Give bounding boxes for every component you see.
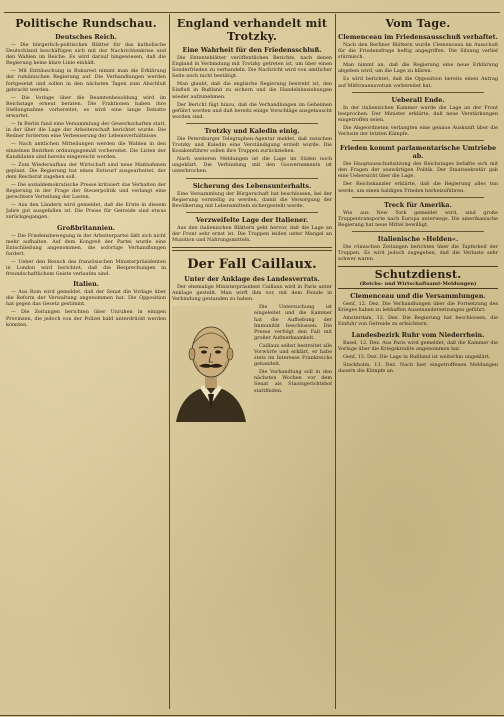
column-rule-1 <box>169 14 170 709</box>
separator <box>352 140 484 141</box>
england-trotzky-heading: England verhandelt mit Trotzky. <box>176 17 328 43</box>
article-paragraph: Nach weiteren Meldungen ist die Lage im Süden noch ungeklärt. Die Verbindung mit den Gouvernements ist unterbrochen. <box>172 156 332 175</box>
article-paragraph: — Die Friedensbewegung in der Arbeiterpartei läßt sich nicht mehr aufhalten. Auf dem Kongreß der Partei wurde eine Entschließung angenommen, die sofortige Verhandlungen fordert. <box>6 232 166 257</box>
parliament-heading: Frieden kommt parlamentarische Umtriebe ab. <box>339 144 497 161</box>
everywhere-end-heading: Ueberall Ende. <box>391 95 445 104</box>
article-paragraph: — Aus Rom wird gemeldet, daß der Senat die Vorlage über die Reform der Verwaltung angenommen hat. Die Opposition hat gegen das Gesetz gestimmt. <box>6 289 166 308</box>
article-paragraph: Eine Versammlung der Bürgerschaft hat beschlossen, bei der Regierung vorstellig zu werden, damit die Versorgung der Bevölkerung mit Lebensmitteln sichergestellt werde. <box>172 190 332 209</box>
article-paragraph: — Zum Wiederaufbau der Wirtschaft sind neue Maßnahmen geplant. Die Regierung hat einen Entwurf ausgearbeitet, der dem Reichsrat zugehen soll. <box>6 161 166 180</box>
article-paragraph: Stockholm, 13. Dez. Nach hier eingetroffenen Meldungen dauern die Kämpfe an. <box>338 361 498 374</box>
protection-service-subheading: (Reichs- und Wirtschaftsamt-Meldungen) <box>359 281 477 288</box>
italians-heading: Verzweifelte Lage der Italiener. <box>195 215 309 224</box>
article-paragraph: In der italienischen Kammer wurde die Lage an der Front besprochen. Der Minister erklärte, daß neue Verstärkungen eingetroffen seien. <box>338 104 498 123</box>
article-paragraph: Die Hauptausschußsitzung des Reichstages befaßte sich mit den Fragen der auswärtigen Politik. Der Staatssekretär gab eine Uebersicht über die Lage. <box>338 161 498 180</box>
separator <box>186 178 318 179</box>
article-paragraph: Man nimmt an, daß die Regierung eine neue Erklärung abgeben wird, um die Lage zu klären. <box>338 62 498 75</box>
trotzky-kaledin-heading: Trotzky und Kaledin einig. <box>204 126 300 135</box>
from-the-day-heading: Vom Tage. <box>385 17 451 30</box>
livelihood-heading: Sicherung des Lebensunterhalts. <box>192 181 312 190</box>
article-paragraph: — Ueber den Besuch des französischen Ministerpräsidenten in London wird berichtet, daß die Besprechungen in freundschaftlichem Geiste verlaufen sind. <box>6 258 166 278</box>
article-paragraph: — Die Vorlage über die Beamtenbesoldung wird im Reichstage erneut beraten. Die Fraktionen haben ihre Stellungnahme vorbereitet; es wird eine lange Debatte erwartet. <box>6 94 166 120</box>
double-separator <box>172 247 332 251</box>
article-paragraph: Nach den Berliner Blättern wurde Clemenceau im Ausschuß für die Friedensfrage heftig angegriffen. Die Sitzung verlief stürmisch. <box>338 42 498 61</box>
article-paragraph: Die Petersburger Telegraphen-Agentur meldet, daß zwischen Trotzky und Kaledin eine Verständigung erzielt wurde. Die Kosakenführer sollen ihre Truppen zurückziehen. <box>172 135 332 155</box>
protection-service-heading: Schutzdienst. <box>374 268 462 282</box>
top-rule <box>4 12 500 13</box>
article-paragraph: Man glaubt, daß die englische Regierung bestrebt ist, den Einfluß in Rußland zu sichern und die Handelsbeziehungen wieder aufzunehmen. <box>172 81 332 100</box>
america-heading: Treck für Amerika. <box>384 200 452 209</box>
bottom-rule <box>0 715 504 716</box>
separator <box>352 231 484 232</box>
article-paragraph: Aus den italienischen Blättern geht hervor, daß die Lage an der Front sehr ernst ist. Die Truppen leiden unter Mangel an Munition und Nahrungsmitteln. <box>172 224 332 243</box>
article-paragraph: Die Ententeblätter veröffentlichen Berichte, nach denen England in Verbindung mit Trotzky getreten ist, um über einen Sonderfrieden zu verhandeln. Die Nachricht wird von amtlicher Seite noch nicht bestätigt. <box>172 55 332 80</box>
italy-heading: Italien. <box>73 280 99 289</box>
article-paragraph: Genf, 13. Dez. Die Lage in Rußland ist weiterhin ungeklärt. <box>343 353 491 360</box>
italian-heroes-heading: Italienische »Helden«. <box>377 234 459 243</box>
article-paragraph: Die Abgeordneten verlangten eine genaue Auskunft über die Verluste der letzten Kämpfe. <box>338 124 498 138</box>
article-paragraph: — In Berlin fand eine Versammlung der Gewerkschaften statt, in der über die Lage der Arbeiterschaft berichtet wurde. Die Redner forderten eine Verbesserung der Lebensverhältnisse. <box>6 121 166 140</box>
article-paragraph: — Die sozialdemokratische Presse kritisiert das Verhalten der Regierung in der Frage der Steuerpolitik und verlangt eine gerechtere Verteilung der Lasten. <box>6 181 166 201</box>
article-paragraph: — Die Zeitungen berichten über Unruhen in einigen Provinzen, die jedoch von der Polizei bald unterdrückt werden konnten. <box>6 309 166 328</box>
great-britain-heading: Großbritannien. <box>57 223 115 232</box>
article-paragraph: Die römischen Zeitungen berichten über die Tapferkeit der Truppen. Es wird jedoch zugegeben, daß die Verluste sehr schwer waren. <box>338 243 498 263</box>
col1-paragraphs <box>6 42 166 221</box>
article-paragraph: Basel, 12. Dez. Aus Paris wird gemeldet, daß die Kammer die Vorlage über die Kriegskredite angenommen hat. <box>338 339 498 352</box>
article-paragraph: Caillaux selbst bestreitet alle Vorwürfe und erklärt, er habe stets im Interesse Frankreichs gehandelt. <box>254 342 332 368</box>
clemenceau-subheading: Clemenceau im Friedensausschuß verhaftet. <box>338 33 498 41</box>
caillaux-subheading: Unter der Anklage des Landesverrats. <box>184 275 320 284</box>
clemenceau-meetings-heading: Clemenceau und die Versammlungen. <box>350 292 486 301</box>
separator <box>352 92 484 93</box>
caillaux-heading: Der Fall Caillaux. <box>187 257 317 273</box>
england-subheading: Eine Wahrheit für den Friedensschluß. <box>182 46 322 54</box>
article-paragraph: Es wird berichtet, daß die Opposition bereits einen Antrag auf Mißtrauensvotum vorbereitet hat. <box>338 76 498 89</box>
article-paragraph: — Die bürgerlich-politischen Blätter für das katholische Deutschland beschäftigen sich mit der Nachrichtenkrise und den Wahlen im Reiche. Es wird darauf hingewiesen, daß die Regierung keine klare Linie einhält. <box>6 42 166 67</box>
german-reich-subheading: Deutsches Reich. <box>55 33 117 41</box>
separator <box>186 212 318 213</box>
article-paragraph: Die Verhandlung soll in den nächsten Wochen vor dem Senat als Staatsgerichtshof stattfinden. <box>254 369 332 394</box>
column-left <box>6 16 166 709</box>
article-paragraph: — Mit Enttäuschung in Bukarest nimmt man die Erklärung der rumänischen Regierung auf. Die Verhandlungen werden fortgesetzt und sollen in den nächsten Tagen zum Abschluß gebracht werden. <box>6 68 166 93</box>
article-paragraph: Wie aus New York gemeldet wird, sind große Truppentransporte nach Europa unterwegs. Die amerikanische Regierung hat neue Mittel bewilligt. <box>338 209 498 228</box>
separator <box>186 123 318 124</box>
protection-service-box <box>338 266 498 289</box>
article-paragraph: — Nach amtlichen Mitteilungen werden die Wahlen in den einzelnen Bezirken ordnungsgemäß vorbereitet. Die Listen der Kandidaten sind bereits eingereicht worden. <box>6 141 166 160</box>
separator <box>352 197 484 198</box>
article-paragraph: Genf, 12. Dez. Die Verhandlungen über die Fortsetzung des Krieges haben zu lebhaften Auseinandersetzungen geführt. <box>338 301 498 314</box>
column-middle <box>172 16 332 709</box>
article-paragraph: Der Bericht fügt hinzu, daß die Verhandlungen im Geheimen geführt werden und daß bereits einige Vorschläge ausgetauscht worden sind. <box>172 101 332 120</box>
caillaux-portrait <box>172 306 250 422</box>
political-review-heading: Politische Rundschau. <box>15 17 157 30</box>
article-paragraph: — Aus den Ländern wird gemeldet, daß die Ernte in diesem Jahre gut ausgefallen ist. Die Preise für Getreide sind etwas zurückgegangen. <box>6 202 166 221</box>
landesbezirk-heading: Landesbezirk Ruhr vom Niederrhein. <box>351 330 485 339</box>
article-paragraph: Die Untersuchung ist eingeleitet und die Kammer hat die Aufhebung der Immunität beschlossen. Die Presse verfolgt den Fall mit großer Aufmerksamkeit. <box>254 304 332 341</box>
article-paragraph: Der ehemalige Ministerpräsident Caillaux wird in Paris unter Anklage gestellt. Man wirft ihm vor, mit dem Feinde in Verbindung gestanden zu haben. <box>172 284 332 303</box>
article-paragraph: Der Reichskanzler erklärte, daß die Regierung alles tun werde, um einen baldigen Frieden herbeizuführen. <box>338 181 498 194</box>
article-paragraph: Amsterdam, 12. Dez. Die Regierung hat beschlossen, die Einfuhr von Getreide zu erleichtern. <box>338 315 498 328</box>
column-right <box>338 16 498 709</box>
column-rule-2 <box>335 14 336 709</box>
